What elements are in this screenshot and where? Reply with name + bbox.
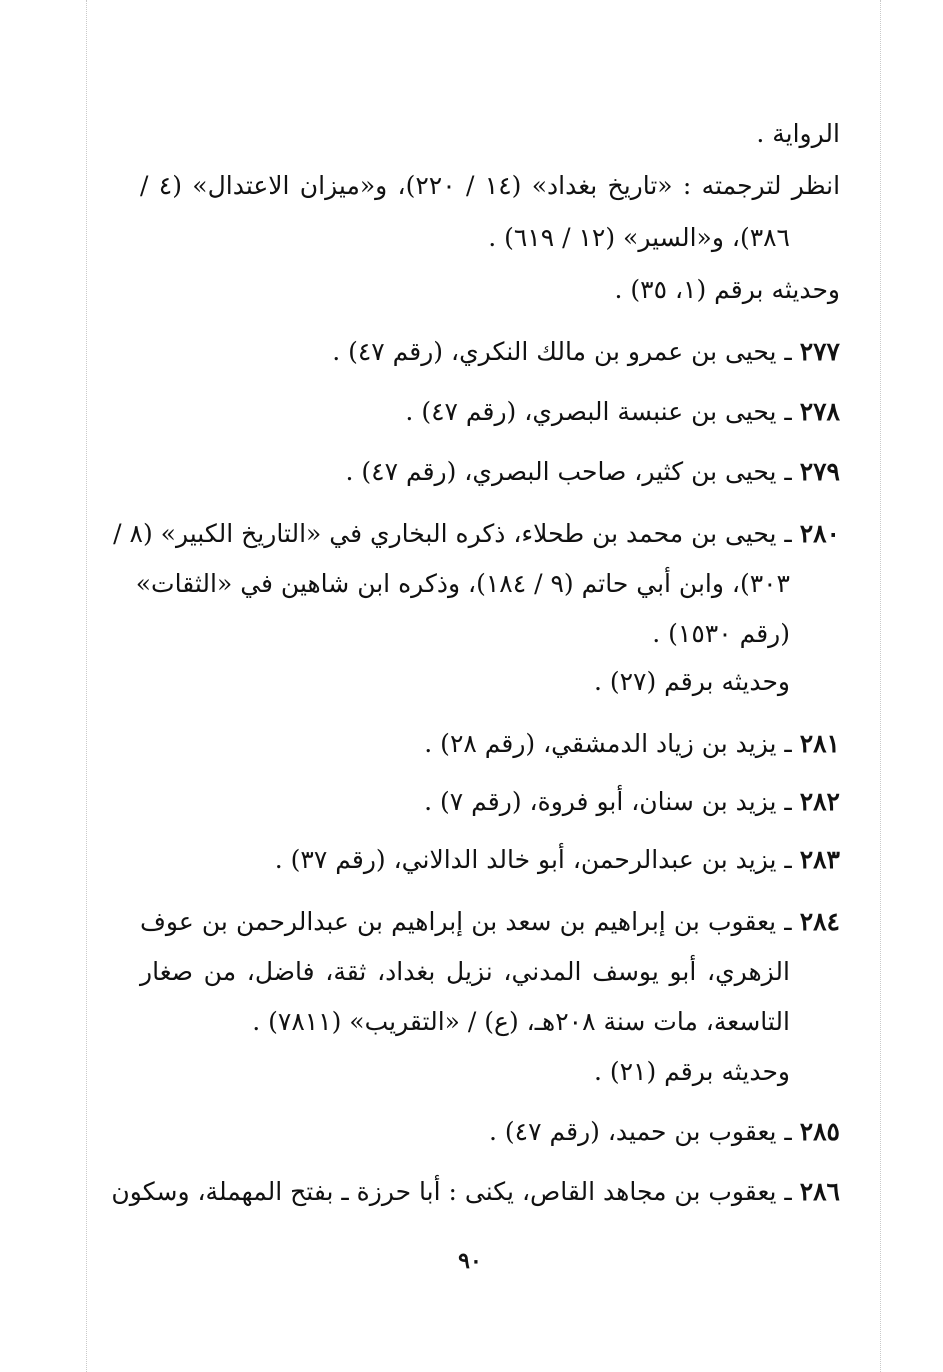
entry-number: ٢٨٠: [799, 519, 840, 548]
text-line: الرواية .: [756, 119, 840, 148]
entry-number: ٢٧٩: [799, 457, 840, 486]
entry-285: ٢٨٥ ـ يعقوب بن حميد، (رقم ٤٧) .: [489, 1117, 840, 1146]
entry-277: ٢٧٧ ـ يحيى بن عمرو بن مالك النكري، (رقم ٤٧) .: [332, 337, 840, 366]
entry-280: ٢٨٠ ـ يحيى بن محمد بن طحلاء، ذكره البخاري في «التاريخ الكبير» (٨ /: [113, 519, 840, 548]
entry-number: ٢٧٨: [799, 397, 840, 426]
entry-281: ٢٨١ ـ يزيد بن زياد الدمشقي، (رقم ٢٨) .: [424, 729, 840, 758]
text-line: انظر لترجمته : «تاريخ بغداد» (١٤ / ٢٢٠)، و«ميزان الاعتدال» (٤ /: [140, 171, 841, 200]
entry-278: ٢٧٨ ـ يحيى بن عنبسة البصري، (رقم ٤٧) .: [405, 397, 840, 426]
entry-283: ٢٨٣ ـ يزيد بن عبدالرحمن، أبو خالد الدالاني، (رقم ٣٧) .: [274, 845, 840, 874]
entry-number: ٢٨٤: [799, 907, 840, 936]
page-number: ٩٠: [458, 1248, 482, 1274]
text-line: ٣٨٦)، و«السير» (١٢ / ٦١٩) .: [488, 223, 790, 252]
entry-286: ٢٨٦ ـ يعقوب بن مجاهد القاص، يكنى : أبا حرزة ـ بفتح المهملة، وسكون: [111, 1177, 840, 1206]
scan-artifact-line: [86, 0, 88, 1372]
entry-number: ٢٨٥: [799, 1117, 840, 1146]
entry-number: ٢٨١: [799, 729, 840, 758]
text-line: وحديثه برقم (١، ٣٥) .: [614, 275, 840, 304]
entry-279: ٢٧٩ ـ يحيى بن كثير، صاحب البصري، (رقم ٤٧) .: [345, 457, 840, 486]
text-line: وحديثه برقم (٢١) .: [593, 1057, 790, 1086]
entry-284: ٢٨٤ ـ يعقوب بن إبراهيم بن سعد بن إبراهيم بن عبدالرحمن بن عوف: [140, 907, 840, 936]
entry-number: ٢٧٧: [799, 337, 840, 366]
entry-282: ٢٨٢ ـ يزيد بن سنان، أبو فروة، (رقم ٧) .: [424, 787, 840, 816]
entry-number: ٢٨٦: [799, 1177, 840, 1206]
entry-number: ٢٨٢: [799, 787, 840, 816]
text-line: التاسعة، مات سنة ٢٠٨هـ، (ع) / «التقريب» (٧٨١١) .: [252, 1007, 790, 1036]
scan-artifact-line: [880, 0, 882, 1372]
text-line: ٣٠٣)، وابن أبي حاتم (٩ / ١٨٤)، وذكره ابن شاهين في «الثقات»: [135, 569, 790, 598]
text-line: (رقم ١٥٣٠) .: [652, 619, 790, 648]
entry-number: ٢٨٣: [799, 845, 840, 874]
text-line: وحديثه برقم (٢٧) .: [593, 667, 790, 696]
text-line: الزهري، أبو يوسف المدني، نزيل بغداد، ثقة، فاضل، من صغار: [140, 957, 790, 986]
